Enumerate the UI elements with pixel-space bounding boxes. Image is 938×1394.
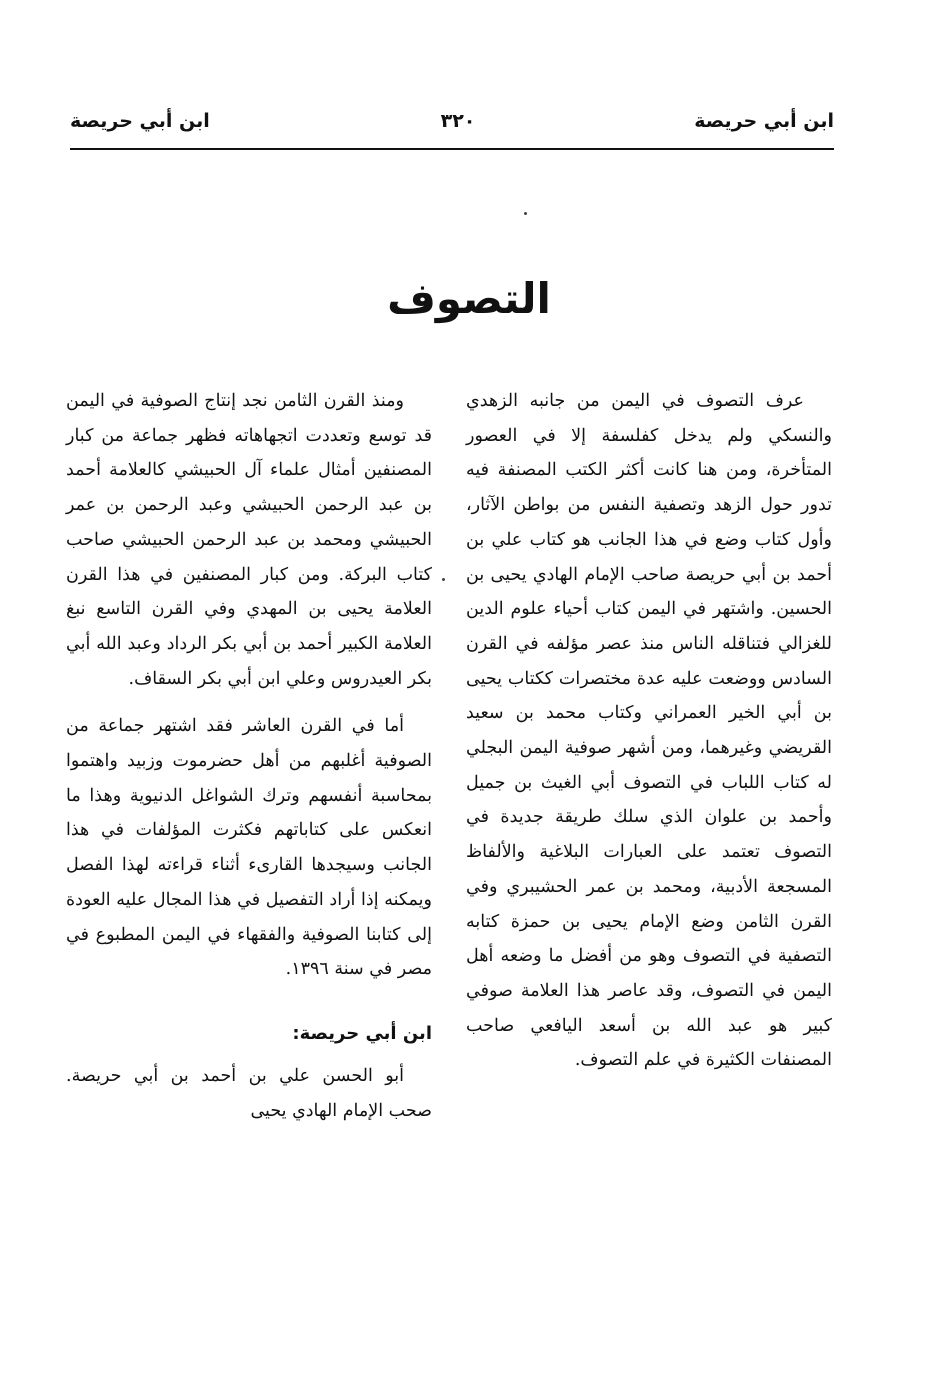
page-number: ٣٢٠ [440,110,476,132]
left-column-paragraph-1: ومنذ القرن الثامن نجد إنتاج الصوفية في اليمن قد توسع وتعددت اتجهاهاته فظهر جماعة من كبار المصنفين أمثال علماء آل الحبيشي كالعلامة أحمد بن عبد الرحمن الحبيشي وعبد الرحمن بن عمر الحبيشي ومحمد بن عبد الرحمن الحبيشي صاحب كتاب البركة. ومن كبار المصنفين في هذا القرن العلامة يحيى بن المهدي وفي القرن التاسع نبغ العلامة الكبير أحمد بن أبي بكر الرداد وعبد الله أبي بكر العيدروس وعلي ابن أبي بكر السقاف. [66,391,432,689]
entry-heading: ابن أبي حريصة: [292,1022,432,1044]
scan-speck [524,212,527,215]
running-head-right: ابن أبي حريصة [694,110,834,132]
entry-paragraph: أبو الحسن علي بن أحمد بن أبي حريصة. صحب الإمام الهادي يحيى [66,1065,432,1121]
header-rule [70,148,834,150]
section-title: التصوف [387,274,551,323]
right-column [466,384,832,1078]
scan-speck [442,578,445,581]
running-head-left: ابن أبي حريصة [70,110,210,132]
left-column-paragraph-2: أما في القرن العاشر فقد اشتهر جماعة من الصوفية أغلبهم من أهل حضرموت وزبيد واهتموا بمحاسبة أنفسهم وترك الشواغل الدنيوية وهذا ما انعكس على كتاباتهم فكثرت المؤلفات في هذا الجانب وسيجدها القارىء أثناء قراءته لهذا الفصل ويمكنه إذا أراد التفصيل في هذا المجال عليه العودة إلى كتابنا الصوفية والفقهاء في اليمن المطبوع في مصر في سنة ١٣٩٦. [66,716,432,980]
right-column-paragraph: عرف التصوف في اليمن من جانبه الزهدي والنسكي ولم يدخل كفلسفة إلا في العصور المتأخرة، ومن هنا كانت أكثر الكتب المصنفة فيه تدور حول الزهد وتصفية النفس من بواطن الآثار، وأول كتاب وضع في هذا الجانب هو كتاب علي بن أحمد بن أبي حريصة صاحب الإمام الهادي يحيى بن الحسين. واشتهر في اليمن كتاب أحياء علوم الدين للغزالي فتناقله الناس منذ عصر مؤلفه في القرن السادس ووضعت عليه عدة مختصرات ككتاب يحيى بن أبي الخير العمراني وكتاب محمد بن سعيد القريضي وغيرهما، ومن أشهر صوفية اليمن البجلي له كتاب اللباب في التصوف أبي الغيث بن جميل وأحمد بن علوان الذي سلك طريقة جديدة في التصوف تعتمد على العبارات البلاغية والألفاظ المسجعة الأدبية، ومحمد بن عمر الحشيبري وفي القرن الثامن وضع الإمام يحيى بن حمزة كتابه التصفية في التصوف وهو من أفضل ما وضعه أهل اليمن في التصوف، وقد عاصر هذا العلامة صوفي كبير هو عبد الله بن أسعد اليافعي صاحب المصنفات الكثيرة في علم التصوف. [466,391,832,1071]
left-column [66,384,432,1128]
